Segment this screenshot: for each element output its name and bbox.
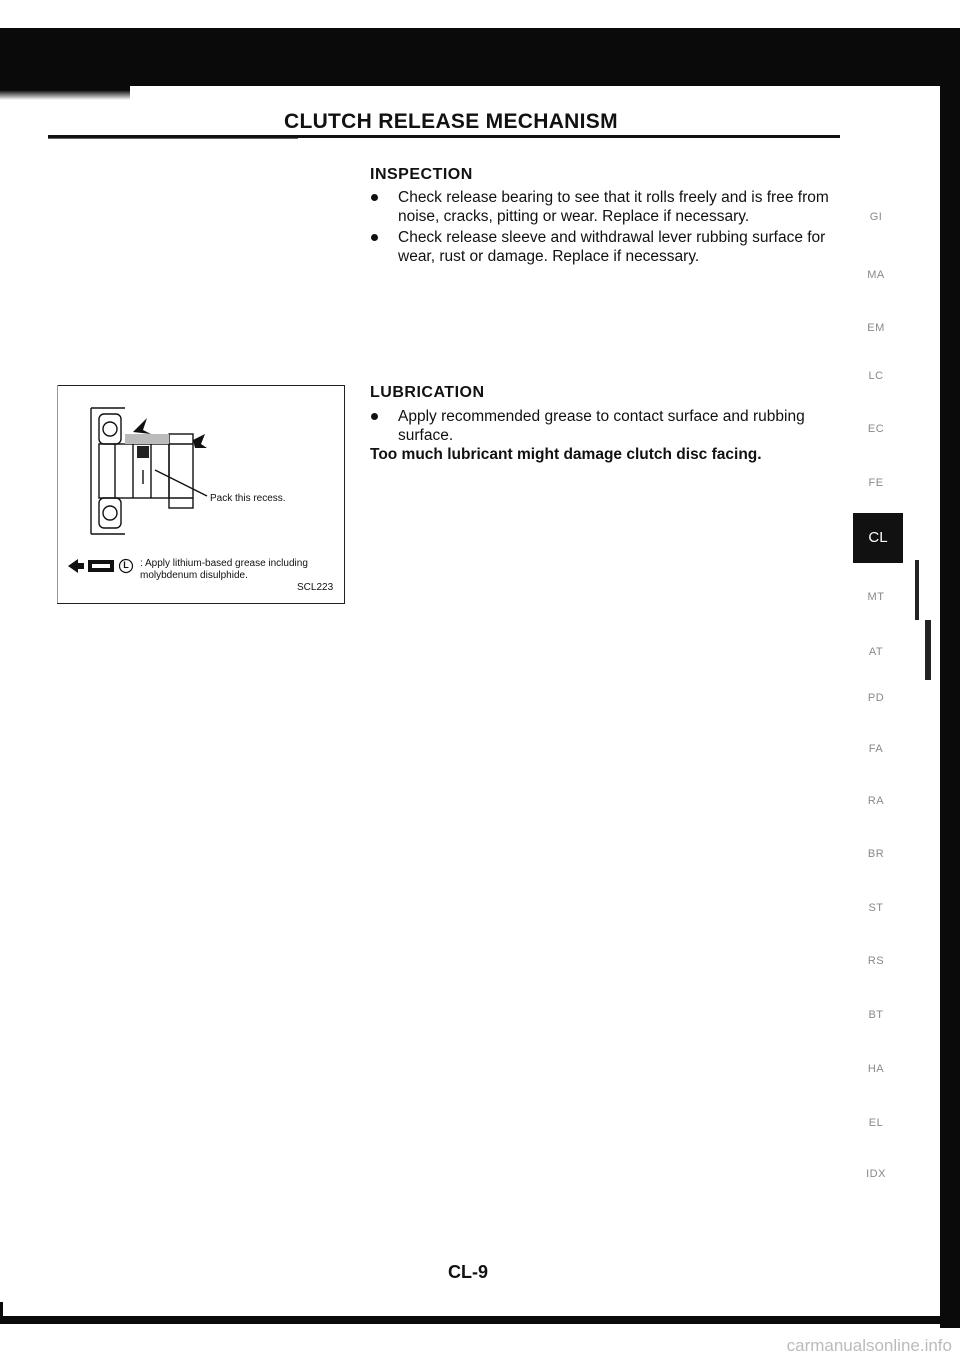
figure-code: SCL223 bbox=[297, 582, 334, 593]
release-bearing-drawing bbox=[85, 398, 225, 548]
grease-legend-text: : Apply lithium-based grease including molybdenum disulphide. bbox=[140, 558, 308, 581]
sidebar-item-ec[interactable]: EC bbox=[867, 423, 885, 435]
right-edge-bar bbox=[940, 28, 960, 1328]
sidebar-item-gi[interactable]: GI bbox=[869, 211, 883, 223]
edge-scan-mark bbox=[915, 560, 919, 620]
pack-recess-label: Pack this recess. bbox=[210, 493, 286, 504]
sidebar-item-mt[interactable]: MT bbox=[867, 591, 885, 603]
sidebar-item-fe[interactable]: FE bbox=[868, 477, 884, 489]
inspection-heading: INSPECTION bbox=[370, 166, 473, 183]
sidebar-item-pd[interactable]: PD bbox=[867, 692, 885, 704]
sidebar-item-idx[interactable]: IDX bbox=[866, 1168, 886, 1180]
sidebar-item-bt[interactable]: BT bbox=[868, 1009, 884, 1021]
sidebar-item-rs[interactable]: RS bbox=[867, 955, 885, 967]
edge-scan-mark bbox=[925, 620, 931, 680]
sidebar-item-ma[interactable]: MA bbox=[867, 269, 885, 281]
inspection-bullet-2: Check release sleeve and withdrawal lever rubbing surface for wear, rust or damage. Replace if necessary. bbox=[370, 228, 850, 266]
top-header-bar-edge bbox=[0, 86, 130, 100]
sidebar-item-el[interactable]: EL bbox=[868, 1117, 884, 1129]
lubrication-bullet-1: Apply recommended grease to contact surface and rubbing surface. bbox=[370, 407, 850, 445]
sidebar-item-br[interactable]: BR bbox=[867, 848, 885, 860]
sidebar-item-lc[interactable]: LC bbox=[868, 370, 884, 382]
lubrication-list bbox=[370, 407, 850, 447]
sidebar-item-em[interactable]: EM bbox=[867, 322, 885, 334]
inspection-bullet-1: Check release bearing to see that it rolls freely and is free from noise, cracks, pitting or wear. Replace if necessary. bbox=[370, 188, 850, 226]
lubricant-warning: Too much lubricant might damage clutch disc facing. bbox=[370, 446, 762, 463]
figure-frame-left bbox=[57, 385, 58, 603]
sidebar-item-cl-active[interactable]: CL bbox=[853, 513, 903, 563]
page-title: CLUTCH RELEASE MECHANISM bbox=[284, 110, 618, 133]
sidebar-item-ha[interactable]: HA bbox=[867, 1063, 885, 1075]
page-number: CL-9 bbox=[448, 1262, 488, 1282]
figure-frame-bottom bbox=[57, 603, 345, 604]
bottom-footer-bar bbox=[0, 1316, 945, 1324]
sidebar-item-ra[interactable]: RA bbox=[867, 795, 885, 807]
watermark: carmanualsonline.info bbox=[786, 1336, 952, 1355]
sidebar-item-fa[interactable]: FA bbox=[868, 743, 884, 755]
top-header-bar bbox=[0, 28, 960, 86]
lubrication-heading: LUBRICATION bbox=[370, 384, 485, 401]
sidebar-item-at[interactable]: AT bbox=[868, 646, 884, 658]
title-rule-thin bbox=[48, 138, 298, 139]
inspection-list bbox=[370, 188, 850, 268]
sidebar-item-st[interactable]: ST bbox=[868, 902, 884, 914]
lithium-grease-symbol: L bbox=[123, 560, 129, 570]
